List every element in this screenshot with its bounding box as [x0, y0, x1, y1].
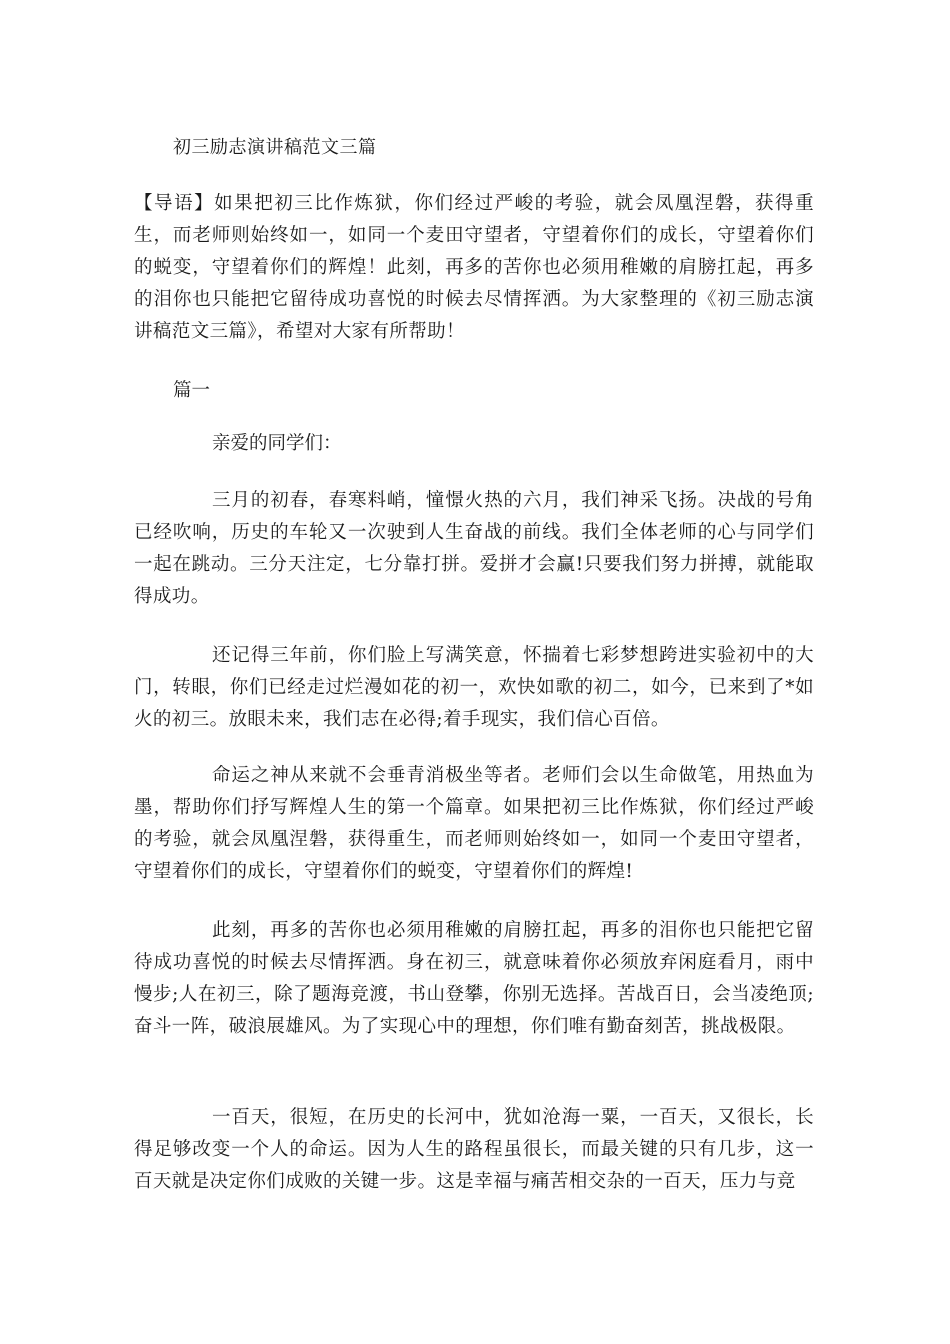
salutation: 亲爱的同学们： — [212, 433, 342, 454]
body-paragraph-1: 三月的初春，春寒料峭，憧憬火热的六月，我们神采飞扬。决战的号角已经吹响，历史的车轮又一次驶到人生奋战的前线。我们全体老师的心与同学们一起在跳动。三分天注定，七分靠打拼。爱拼才会赢!只要我们努力拼搏，就能取得成功。 — [134, 490, 814, 607]
intro-paragraph: 【导语】如果把初三比作炼狱，你们经过严峻的考验，就会凤凰涅磐，获得重生，而老师则始终如一，如同一个麦田守望者，守望着你们的成长，守望着你们的蜕变，守望着你们的辉煌！此刻，再多的苦你也必须用稚嫩的肩膀扛起，再多的泪你也只能把它留待成功喜悦的时候去尽情挥洒。为大家整理的《初三励志演讲稿范文三篇》，希望对大家有所帮助！ — [134, 193, 814, 342]
body-paragraph-4: 此刻，再多的苦你也必须用稚嫩的肩膀扛起，再多的泪你也只能把它留待成功喜悦的时候去尽情挥洒。身在初三，就意味着你必须放弃闲庭看月，雨中慢步;人在初三，除了题海竞渡，书山登攀，你别无选择。苦战百日，会当凌绝顶;奋斗一阵，破浪展雄风。为了实现心中的理想，你们唯有勤奋刻苦，挑战极限。 — [134, 920, 814, 1037]
section-heading: 篇一 — [173, 380, 211, 401]
body-paragraph-2: 还记得三年前，你们脸上写满笑意，怀揣着七彩梦想跨进实验初中的大门，转眼，你们已经走过烂漫如花的初一，欢快如歌的初二，如今，已来到了*如火的初三。放眼未来，我们志在必得;着手现实，我们信心百倍。 — [134, 645, 814, 730]
body-paragraph-3: 命运之神从来就不会垂青消极坐等者。老师们会以生命做笔，用热血为墨，帮助你们抒写辉煌人生的第一个篇章。如果把初三比作炼狱，你们经过严峻的考验，就会凤凰涅磐，获得重生，而老师则始终如一，如同一个麦田守望者，守望着你们的成长，守望着你们的蜕变，守望着你们的辉煌! — [134, 765, 814, 882]
document-title: 初三励志演讲稿范文三篇 — [173, 137, 377, 158]
body-paragraph-5: 一百天，很短，在历史的长河中，犹如沧海一粟，一百天，又很长，长得足够改变一个人的命运。因为人生的路程虽很长，而最关键的只有几步，这一百天就是决定你们成败的关键一步。这是幸福与痛苦相交杂的一百天，压力与竞 — [134, 1107, 814, 1192]
